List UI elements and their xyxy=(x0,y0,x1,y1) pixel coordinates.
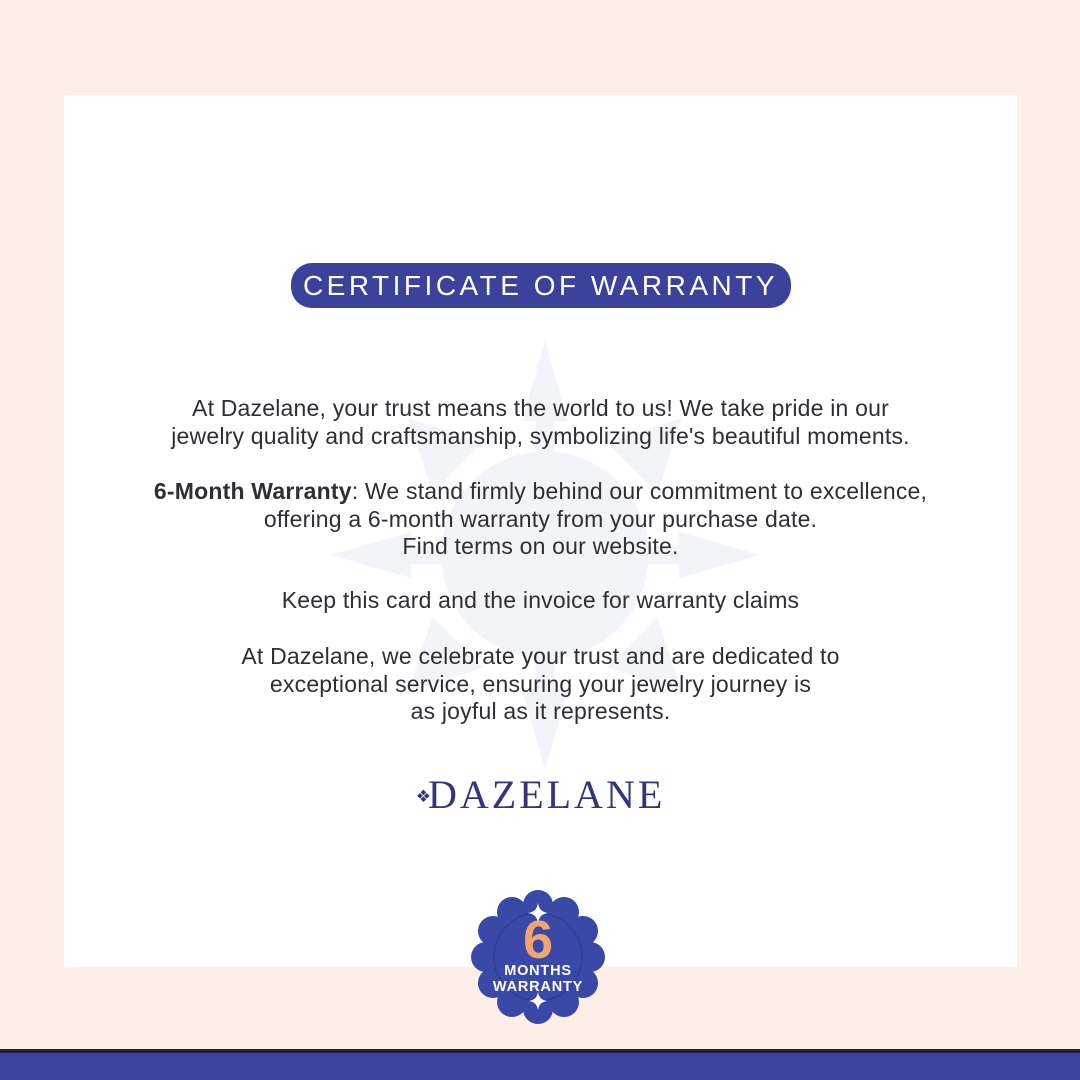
warranty-line-1-rest: : We stand firmly behind our commitment to excellence, xyxy=(351,478,928,504)
logo-wordmark: DAZELANE xyxy=(427,772,666,817)
warranty-seal-badge xyxy=(463,882,613,1032)
intro-line-2: jewelry quality and craftsmanship, symbolizing life's beautiful moments. xyxy=(171,422,910,449)
certificate-title: CERTIFICATE OF WARRANTY xyxy=(302,269,779,301)
warranty-paragraph xyxy=(64,478,1017,561)
closing-line-3: as joyful as it represents. xyxy=(410,698,671,724)
warranty-line-1 xyxy=(64,478,1017,506)
warranty-lead: 6-Month Warranty xyxy=(153,478,352,504)
keep-card-paragraph xyxy=(64,587,1017,615)
brand-logo xyxy=(64,771,1017,818)
certificate-title-banner xyxy=(291,263,791,308)
closing-line-2: exceptional service, ensuring your jewelry journey is xyxy=(269,670,812,697)
intro-paragraph xyxy=(64,395,1017,450)
logo-diamond-icon: ❖ xyxy=(415,787,431,807)
closing-line-1: At Dazelane, we celebrate your trust and are dedicated to xyxy=(241,643,840,669)
seal-warranty-label: WARRANTY xyxy=(492,979,584,995)
warranty-line-2: offering a 6-month warranty from your purchase date. xyxy=(263,505,818,532)
seal-months-label: MONTHS xyxy=(504,963,572,979)
certificate-card xyxy=(64,95,1017,967)
seal-number: 6 xyxy=(522,910,554,970)
keep-card-line: Keep this card and the invoice for warranty claims xyxy=(281,587,800,613)
intro-line-1: At Dazelane, your trust means the world to us! We take pride in our xyxy=(192,395,889,421)
footer-accent-bar xyxy=(0,1049,1080,1080)
warranty-line-3: Find terms on our website. xyxy=(402,533,679,559)
closing-paragraph xyxy=(64,643,1017,726)
